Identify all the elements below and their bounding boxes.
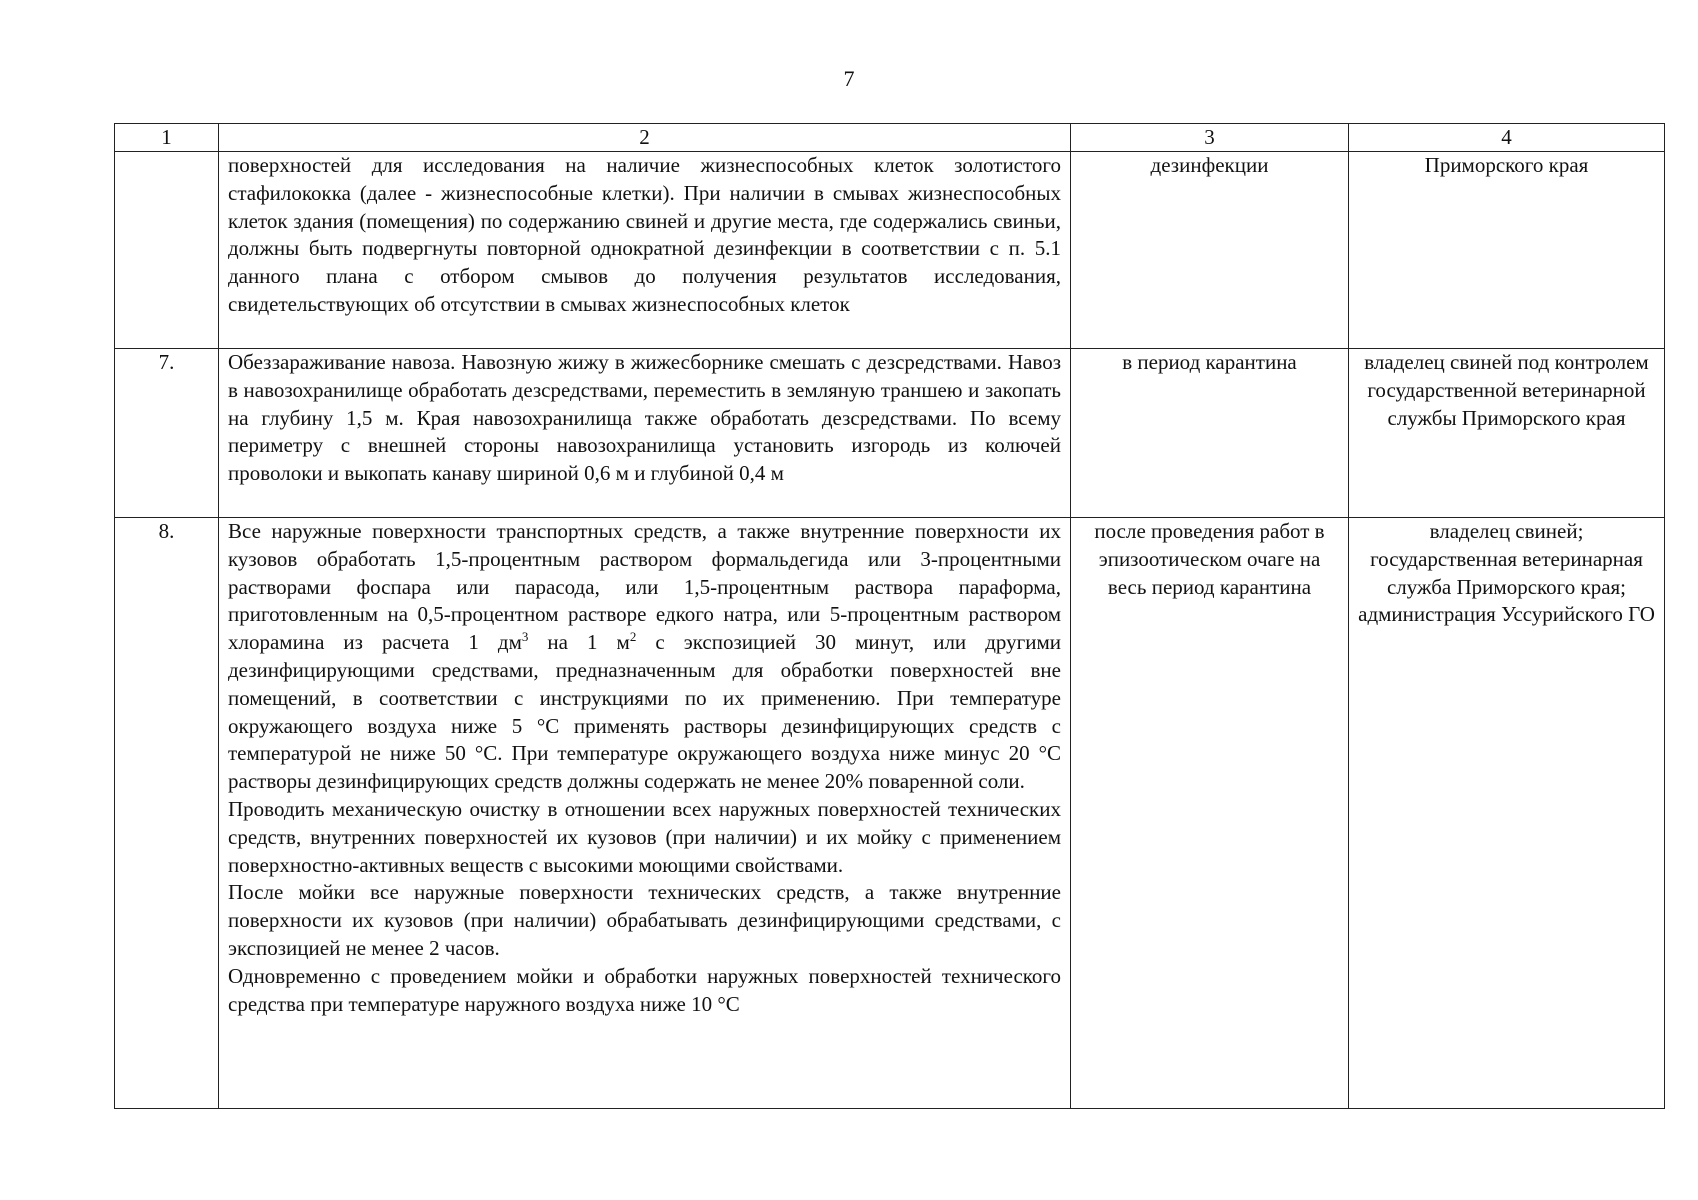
column-header-4: 4: [1349, 124, 1665, 152]
measures-table: [114, 123, 1665, 1109]
table-row: [115, 349, 1665, 518]
measure-text: [219, 518, 1071, 1109]
column-header-3: 3: [1071, 124, 1349, 152]
measure-text: поверхностей для исследования на наличие жизнеспособных клеток золотистого стафилококка (далее - жизнеспособные клетки). При наличии в смывах жизнеспособных клеток здания (помещения) по содержанию свиней и другие места, где содержались свиньи, должны быть подвергнуты повторной однократной дезинфекции в соответствии с п. 5.1 данного плана с отбором смывов до получения результатов исследования, свидетельствующих об отсутствии в смывах жизнеспособных клеток: [219, 152, 1071, 349]
measure-paragraph-1: Все наружные поверхности транспортных средств, а также внутренние поверхности их кузовов обработать 1,5-процентным раствором формальдегида или 3-процентными растворами фоспара или парасода, или 1,5-процентным раствора параформа, приготовленным на 0,5-процентном растворе едкого натра, или 5-процентным раствором хлорамина из расчета 1 $дм^3$ на 1 $м^2$ с экспозицией 30 минут, или другими дезинфицирующими средствами, предназначенным для обработки поверхностей вне помещений, в соответствии с инструкциями по их применению. При температуре окружающего воздуха ниже 5 °С применять растворы дезинфицирующих средств с температурой не ниже 50 °С. При температуре окружающего воздуха ниже минус 20 °С растворы дезинфицирующих средств должны содержать не менее 20% поваренной соли.: [228, 519, 1061, 794]
term-cell: после проведения работ в эпизоотическом очаге на весь период карантина: [1071, 518, 1349, 1109]
column-header-1: 1: [115, 124, 219, 152]
table-header-row: [115, 124, 1665, 152]
responsible-cell: владелец свиней под контролем государственной ветеринарной службы Приморского края: [1349, 349, 1665, 518]
responsible-cell: владелец свиней; государственная ветеринарная служба Приморского края; администрация Уссурийского ГО: [1349, 518, 1665, 1109]
term-cell: в период карантина: [1071, 349, 1349, 518]
row-number: 7.: [115, 349, 219, 518]
column-header-2: 2: [219, 124, 1071, 152]
row-number: 8.: [115, 518, 219, 1109]
page-number: 7: [843, 66, 855, 91]
table-row: [115, 518, 1665, 1109]
responsible-cell: Приморского края: [1349, 152, 1665, 349]
term-cell: дезинфекции: [1071, 152, 1349, 349]
table-row: [115, 152, 1665, 349]
measure-paragraph-4: Одновременно с проведением мойки и обработки наружных поверхностей технического средства при температуре наружного воздуха ниже 10 °С: [228, 963, 1061, 1016]
measure-paragraph-3: После мойки все наружные поверхности технических средств, а также внутренние поверхности их кузовов (при наличии) обрабатывать дезинфицирующими средствами, с экспозицией не менее 2 часов.: [228, 880, 1061, 960]
measure-paragraph-2: Проводить механическую очистку в отношении всех наружных поверхностей технических средств, внутренних поверхностей их кузовов (при наличии) и их мойку с применением поверхностно-активных веществ с высокими моющими свойствами.: [228, 796, 1061, 877]
row-number: [115, 152, 219, 349]
measure-text: Обеззараживание навоза. Навозную жижу в жижесборнике смешать с дезсредствами. Навоз в навозохранилище обработать дезсредствами, переместить в земляную траншею и закопать на глубину 1,5 м. Края навозохранилища также обработать дезсредствами. По всему периметру с внешней стороны навозохранилища установить изгородь из колючей проволоки и выкопать канаву шириной 0,6 м и глубиной 0,4 м: [219, 349, 1071, 518]
